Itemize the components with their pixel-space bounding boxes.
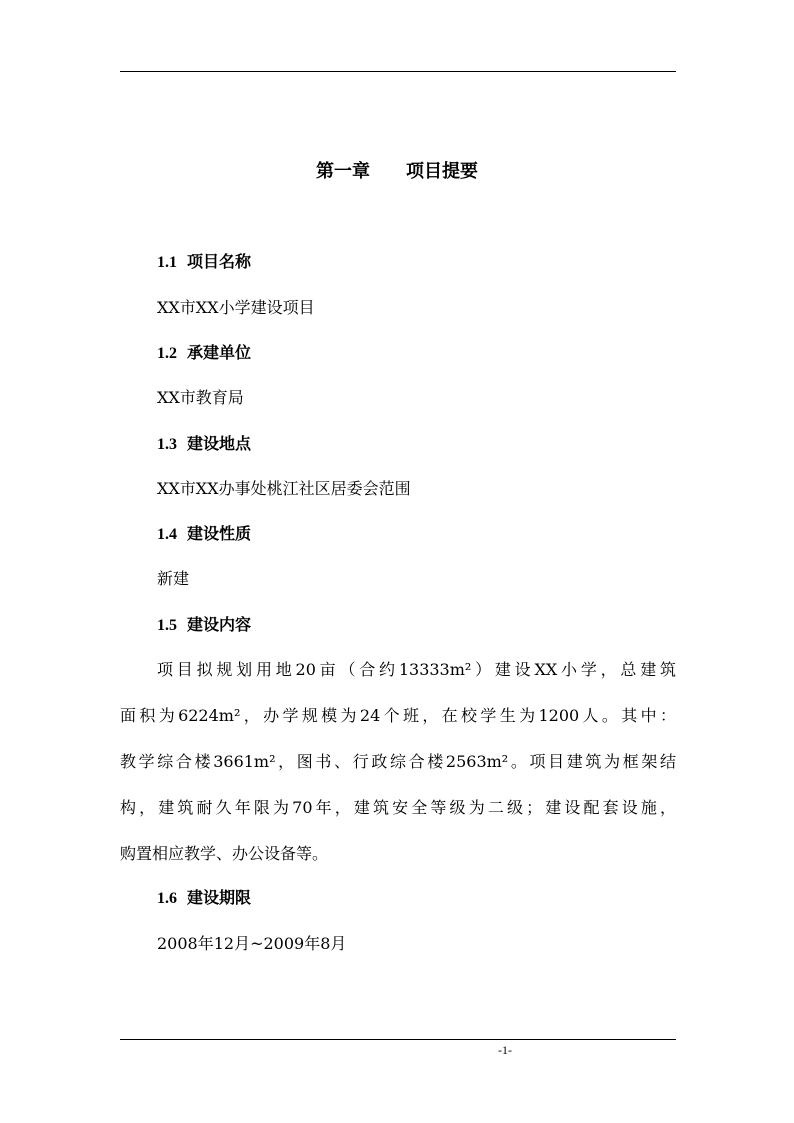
- page-number: -1-: [498, 1043, 512, 1057]
- schedule-value: 2008年12月~2009年8月: [157, 934, 347, 953]
- paragraph-line: 面积为6224m²，办学规模为24个班，在校学生为1200人。其中：: [120, 706, 676, 725]
- section-number: 1.3: [157, 436, 177, 453]
- section-title: 承建单位: [187, 343, 252, 362]
- paragraph-line: 项目拟规划用地20亩（合约13333m²）建设XX小学，总建筑: [157, 660, 676, 679]
- section-heading-1-5: [157, 613, 251, 638]
- section-number: 1.4: [157, 526, 177, 543]
- contractor-value: XX市教育局: [157, 388, 244, 407]
- section-number: 1.2: [157, 345, 177, 362]
- chapter-title: 第一章 项目提要: [316, 161, 478, 182]
- header-rule: [120, 71, 676, 72]
- section-heading-1-6: [157, 886, 251, 911]
- section-title: 建设内容: [187, 615, 252, 634]
- section-heading-1-1: [157, 250, 251, 275]
- nature-value: 新建: [157, 569, 190, 588]
- section-number: 1.6: [157, 890, 177, 907]
- footer-rule: [120, 1039, 676, 1040]
- section-title: 建设地点: [187, 434, 252, 453]
- paragraph-line: 购置相应教学、办公设备等。: [120, 844, 329, 863]
- paragraph-line: 构，建筑耐久年限为70年，建筑安全等级为二级；建设配套设施，: [120, 798, 676, 817]
- section-title: 建设性质: [187, 524, 252, 543]
- section-title: 项目名称: [187, 252, 252, 271]
- location-value: XX市XX办事处桃江社区居委会范围: [157, 479, 411, 498]
- section-heading-1-4: [157, 522, 251, 547]
- project-name-value: XX市XX小学建设项目: [157, 298, 315, 317]
- section-heading-1-3: [157, 432, 251, 457]
- section-number: 1.1: [157, 254, 177, 271]
- section-heading-1-2: [157, 341, 251, 366]
- section-number: 1.5: [157, 617, 177, 634]
- paragraph-line: 教学综合楼3661m²，图书、行政综合楼2563m²。项目建筑为框架结: [120, 752, 676, 771]
- section-title: 建设期限: [187, 888, 252, 907]
